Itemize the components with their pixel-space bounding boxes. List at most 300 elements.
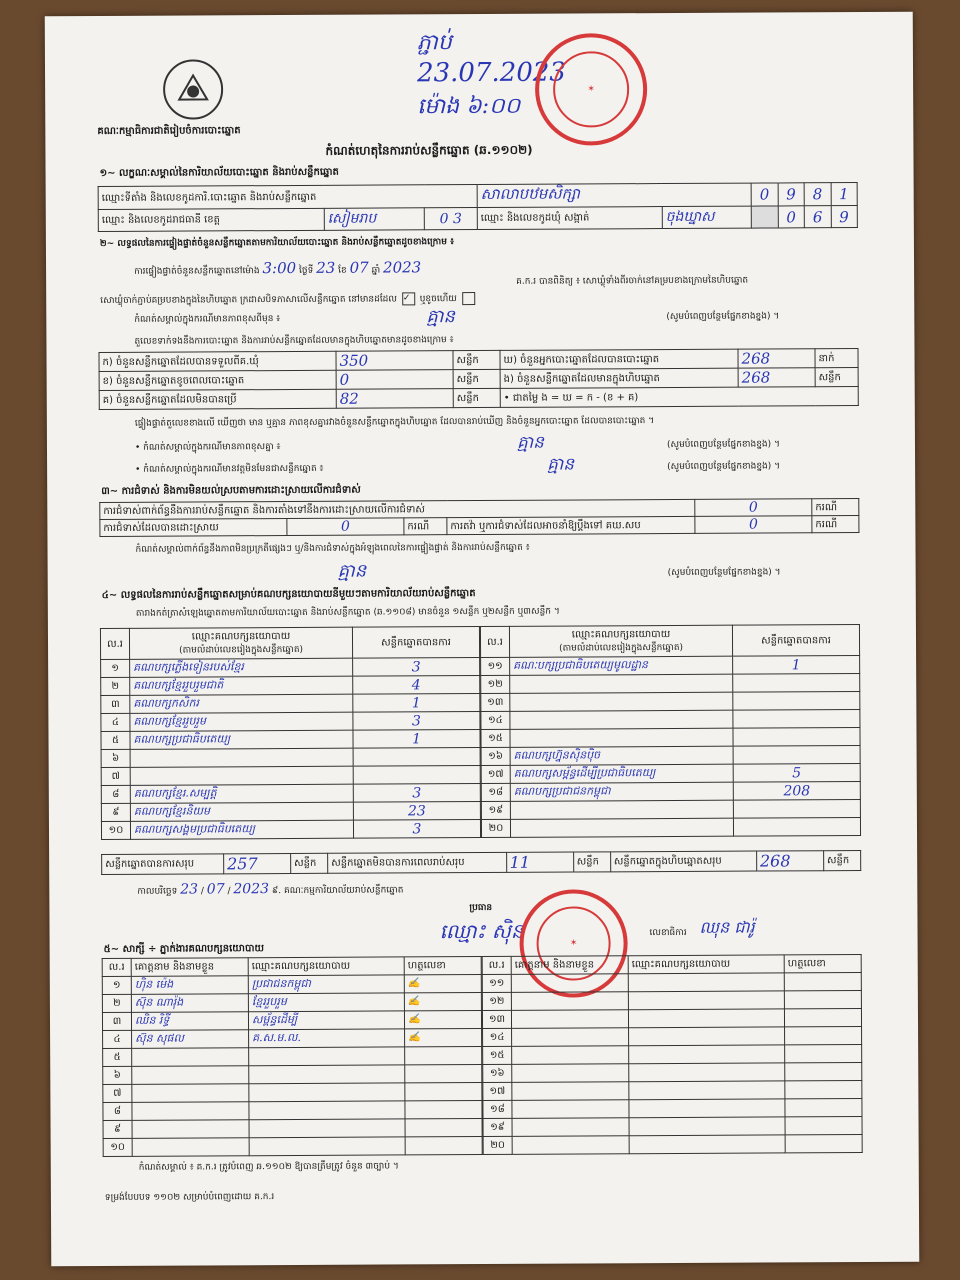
form-title: កំណត់ហេតុនៃការរាប់សន្លឹកឆ្នោត (ឆ.១១០២) (325, 142, 533, 158)
row-number: ១ (101, 659, 130, 677)
witness-left-body (102, 975, 482, 1157)
w-col-no: ល.រ (102, 958, 131, 976)
total-invalid-label: សន្លឹកឆ្នោតមិនបានការពេលរាប់សរុប (328, 852, 507, 873)
vote-count (353, 748, 480, 767)
table-row (483, 1117, 862, 1137)
row-c-label: គ) ចំនួនសន្លឹកឆ្នោតដែលមិនបានប្រើ (99, 389, 336, 409)
row-number: ១១ (481, 657, 510, 675)
row-number: ១៨ (483, 1100, 512, 1118)
party-name: គណបក្សខ្មែរ.សម្បត្តិ (130, 784, 353, 803)
row-number: ១៣ (481, 693, 510, 711)
table-row (483, 1027, 862, 1047)
row-number: ៤ (103, 1030, 132, 1048)
party-name: គណៈបក្សប្រជាធិបតេយ្យមូលដ្ឋាន (510, 656, 733, 675)
section2-line2 (100, 292, 477, 308)
date-line: កាលបរិច្ឆេទ 23 / 07 / 2023 ៩. គណៈកម្មការិយាល័យរាប់សន្លឹកឆ្នោត (137, 881, 404, 898)
note2-label: • កំណត់សម្គាល់ក្នុងករណីមានភាពខុសគ្នា ៖ (134, 442, 281, 453)
vote-count: 23 (353, 802, 480, 821)
official-seal-top: ✶ (535, 33, 648, 146)
total-invalid-unit: សន្លឹក (573, 852, 610, 872)
row2-code: 0 3 (424, 208, 477, 230)
fill-more-4: (សូមបំពេញបន្ថែមផ្នែកខាងខ្នង) ។ (667, 567, 781, 579)
row-number: ៣ (102, 1012, 131, 1030)
s3-note-label: កំណត់សម្គាល់ពាក់ព័ន្ធនឹងភាពមិនប្រក្រតីផ្សេងៗ ឬ/និងការជំទាស់ក្នុងអំឡុងពេលនៃការផ្ទៀងផ្ទាត់ និងការរាប់សន្លឹកឆ្នោត ៖ (135, 542, 530, 555)
table-row (103, 1119, 482, 1139)
table-row (481, 710, 860, 730)
row-e-unit: សន្លឹក (815, 368, 858, 387)
time-value: 3:00 (262, 258, 297, 278)
witness-signature: ✍ (405, 1029, 482, 1047)
row-number: ១៣ (482, 1010, 511, 1028)
month-value: 07 (349, 258, 369, 277)
day-label: ថ្ងៃទី (298, 265, 314, 276)
col-no-right: ល.រ (480, 626, 509, 657)
witness-party (629, 1063, 785, 1082)
table-row (101, 694, 480, 714)
row-a-unit: សន្លឹក (453, 350, 500, 369)
table-row (481, 800, 860, 820)
row-c-unit: សន្លឹក (453, 388, 500, 407)
row-number: ១២ (481, 675, 510, 693)
note3-label: • កំណត់សម្គាល់ក្នុងករណីមានវត្តមិនមែនជាសន្លឹកឆ្នោត ៖ (135, 463, 324, 475)
fill-more-3: (សូមបំពេញបន្ថែមផ្នែកខាងខ្នង) ។ (667, 461, 781, 473)
party-name: គណបក្សភ្លើងទៀនរបស់ខ្មែរ (130, 658, 353, 677)
row-number: ៨ (103, 1102, 132, 1120)
w-col-no-r: ល.រ (482, 956, 511, 974)
row-number: ១៥ (483, 1046, 512, 1064)
table-row (103, 1029, 482, 1049)
party-name: គណបក្សខ្មែរនិយម (130, 802, 353, 821)
w-col-party: ឈ្មោះគណបក្សនយោបាយ (248, 957, 404, 976)
date-year: 2023 (233, 881, 270, 898)
party-name (510, 818, 733, 837)
row-number: ៧ (103, 1084, 132, 1102)
witness-signature (405, 1047, 482, 1065)
witness-signature (405, 1101, 482, 1119)
witness-party (249, 1083, 405, 1102)
note2-value: គ្មាន (516, 432, 545, 453)
note-label: កំណត់សម្គាល់ក្នុងករណីមានភាពខុសពីមុន ៖ (134, 314, 281, 325)
witness-name (132, 1120, 249, 1139)
s3-row2b-unit: ករណី (812, 516, 859, 533)
fill-more-2: (សូមបំពេញបន្ថែមផ្នែកខាងខ្នង) ។ (666, 439, 780, 451)
vote-count (733, 710, 860, 729)
row-number: ២០ (481, 819, 510, 837)
table-row (101, 658, 480, 678)
witness-name (512, 1082, 629, 1101)
vote-count: 3 (353, 712, 480, 731)
official-seal-bottom: ✶ (519, 889, 628, 998)
row-number: ១៩ (481, 801, 510, 819)
witness-name: ស៊ុន សុផល (132, 1030, 249, 1049)
vote-count: 208 (733, 782, 860, 801)
row-d-value: 268 (738, 349, 815, 368)
commune-code-blank (751, 206, 778, 228)
table-row (481, 764, 860, 784)
witness-name (511, 992, 628, 1011)
vote-count (733, 800, 860, 819)
witness-name (132, 1084, 249, 1103)
table-row (481, 746, 860, 766)
party-name (510, 674, 733, 693)
witness-right-body (482, 973, 862, 1155)
row-number: ១២ (482, 992, 511, 1010)
total-valid-label: សន្លឹកឆ្នោតបានការសរុប (102, 854, 224, 875)
total-valid-unit: សន្លឹក (291, 853, 328, 873)
handwritten-time: ម៉ោង ៦:០០ (417, 93, 521, 120)
vote-count (733, 818, 860, 837)
row-number: ១០ (103, 1138, 132, 1156)
check-line: ផ្ទៀងផ្ទាត់តួលេខខាងលើ ឃើញថា មាន ឬគ្មាន ភាពខុសគ្នារវាងចំនួនសន្លឹកឆ្នោតក្នុងហិបឆ្នោត ដែលបានរាប់ឃើញ និងចំនួនអ្នកបោះឆ្នោត ដែលបានបោះឆ្នោត ។ (134, 416, 655, 429)
table-row (483, 1063, 862, 1083)
witness-signature: ✍ (404, 1011, 481, 1029)
w-col-name-r: គោត្តនាម និងនាមខ្លួន (511, 956, 628, 975)
witness-party: គ.ស.ម.ល. (249, 1029, 405, 1048)
witness-name: ហ៊ិន ម៉េង (131, 976, 248, 995)
table-row (482, 1009, 861, 1029)
total-box-label: សន្លឹកឆ្នោតក្នុងហិបឆ្នោតសរុប (610, 851, 756, 872)
votes-table-left (100, 626, 481, 840)
row-number: ១៨ (481, 783, 510, 801)
witness-party: សម្ព័ន្ធដើម្បី (248, 1011, 404, 1030)
commune-label: ឈ្មោះ និងលេខកូដឃុំ សង្កាត់ (477, 207, 662, 230)
document-sheet (45, 12, 920, 1267)
w-col-sign-r: ហត្ថលេខា (784, 955, 861, 973)
row-number: ១៧ (481, 765, 510, 783)
witness-party (629, 1027, 785, 1046)
witness-signature (784, 973, 861, 991)
footer-form-id: ទម្រង់បែបបទ ១១០២ សម្រាប់បំពេញដោយ គ.ក.រ (104, 1192, 275, 1203)
footer-note: កំណត់សម្គាល់ ៖ គ.ក.រ ត្រូវបំពេញ ឆ.១១០២ ឱ្យបានត្រឹមត្រូវ ចំនួន ៣ច្បាប់ ។ (138, 1161, 399, 1173)
s3-row1-unit: ករណី (812, 499, 859, 516)
row-number: ១៤ (483, 1028, 512, 1046)
formula: • ជាតម្លៃ ង = ឃ = ក - (ខ + គ) (500, 387, 858, 408)
section1-title: ១~ លក្ខណៈសម្គាល់នៃការិយាល័យបោះឆ្នោត និងរាប់សន្លឹកឆ្នោត (99, 166, 339, 179)
witness-name (132, 1066, 249, 1085)
witness-name: ស៊ុន ណារ៉ុង (131, 994, 248, 1013)
witness-table-left (102, 956, 483, 1157)
vote-count (733, 746, 860, 765)
table-row (101, 730, 480, 750)
party-name: គណបក្សសម្ព័ន្ធដើម្បីប្រជាធិបតេយ្យ (510, 764, 733, 783)
party-name (130, 766, 353, 785)
witness-party (249, 1137, 405, 1156)
vote-count: 4 (353, 676, 480, 695)
table-row (481, 674, 860, 694)
commune-code-1: 0 (778, 206, 805, 228)
witness-party (628, 991, 784, 1010)
s3-row2-value: 0 (287, 518, 404, 536)
section4-title: ៤~ លទ្ធផលនៃការរាប់សន្លឹកឆ្នោតសម្រាប់គណបក្សនយោបាយនីមួយៗតាមការិយាល័យរាប់សន្លឹកឆ្នោត (101, 588, 476, 601)
intro-table: តួលេខទាក់ទងនឹងការបោះឆ្នោត និងការរាប់សន្លឹកឆ្នោតដែលមានក្នុងហិបឆ្នោតមានដូចខាងក្រោម ៖ (134, 335, 454, 347)
section2-table (98, 348, 858, 410)
row-number: ១៦ (481, 747, 510, 765)
table-row (103, 1065, 482, 1085)
chair-label: ប្រធាន (469, 902, 493, 914)
party-name (130, 748, 353, 767)
witness-name: ឈិន រិទ្ធី (131, 1012, 248, 1031)
secretary-label: លេខាធិការ (649, 927, 687, 939)
votes-left-body (101, 658, 481, 840)
date-month: 07 (206, 881, 225, 898)
row-b-value: 0 (336, 370, 453, 390)
row-number: ៦ (101, 749, 130, 767)
handwritten-date: 23.07.2023 (416, 57, 566, 89)
witness-signature (405, 1137, 482, 1155)
table-row (101, 766, 480, 786)
witness-party: ប្រជាជនកម្ពុជា (248, 975, 404, 994)
s3-row2b-label: ការតវ៉ា ឬការជំទាស់ដែលអាចនាំឱ្យប្តឹងទៅ គឃ.សប (447, 516, 695, 534)
witness-party: ខ្មែររួបរួម (248, 993, 404, 1012)
party-name (510, 728, 733, 747)
witness-signature (405, 1065, 482, 1083)
witness-signature: ✍ (404, 993, 481, 1011)
witness-name (512, 1100, 629, 1119)
vote-count: 1 (353, 694, 480, 713)
witness-party (628, 973, 784, 992)
witness-signature (405, 1119, 482, 1137)
table-row (101, 712, 480, 732)
table-row (483, 1045, 862, 1065)
witness-name (512, 1136, 629, 1155)
witness-name (132, 1048, 249, 1067)
row1-label: ឈ្មោះទីតាំង និងលេខកូដការិ.បោះឆ្នោត និងរាប់សន្លឹកឆ្នោត (98, 185, 477, 210)
vote-count: 1 (733, 656, 860, 675)
row-e-label: ង) ចំនួនសន្លឹកឆ្នោតដែលមានក្នុងហិបឆ្នោត (500, 368, 738, 388)
vote-count: 3 (353, 784, 480, 803)
row-number: ៥ (103, 1048, 132, 1066)
w-col-name: គោត្តនាម និងនាមខ្លួន (131, 958, 248, 977)
witness-signature (785, 1027, 862, 1045)
witness-party (249, 1047, 405, 1066)
vote-count: 3 (353, 820, 480, 839)
witness-name (132, 1138, 249, 1157)
row-d-unit: នាក់ (815, 349, 858, 368)
fill-more-1: (សូមបំពេញបន្ថែមផ្នែកខាងខ្នង) ។ (666, 311, 780, 323)
col-party (129, 627, 352, 659)
row-number: ២០ (483, 1136, 512, 1154)
table-row (482, 991, 861, 1011)
row-number: ៥ (101, 731, 130, 749)
witness-party (249, 1065, 405, 1084)
table-row (103, 1137, 482, 1157)
handwritten-note: ភ្ជាប់ (416, 30, 452, 56)
line1-tail: គ.ក.រ បានពិនិត្យ ៖ សោឃ្លុំទាំងពីរចាក់នៅគម្របខាងក្រោមនៃហិបឆ្នោត (516, 275, 749, 287)
witness-signature (784, 991, 861, 1009)
nec-logo-icon (163, 59, 223, 119)
total-box: 268 (756, 851, 823, 871)
day-value: 23 (316, 258, 336, 277)
row-number: ១១ (482, 974, 511, 992)
intact-checkbox[interactable]: ✓ (402, 292, 415, 305)
s3-row2b-value: 0 (695, 516, 812, 534)
total-invalid: 11 (506, 852, 573, 872)
s3-row1-label: ការជំទាស់ពាក់ព័ន្ធនឹងការរាប់សន្លឹកឆ្នោត និងការតាំងទៅនឹងការដោះស្រាយលើការជំទាស់ (100, 499, 695, 519)
witness-name (512, 1028, 629, 1047)
table-row (103, 1101, 482, 1121)
party-name: គណបក្សប្រជាធិបតេយ្យ (130, 730, 353, 749)
witness-signature (785, 1081, 862, 1099)
witness-table-right (482, 954, 863, 1155)
row-number: ២ (101, 677, 130, 695)
witness-name (512, 1064, 629, 1083)
table-row (102, 993, 481, 1013)
col-party-right-label: ឈ្មោះគណបក្សនយោបាយ (571, 629, 671, 641)
vote-count (353, 766, 480, 785)
witness-name (512, 1118, 629, 1137)
row-number: ១ (102, 976, 131, 994)
witness-party (629, 1135, 785, 1154)
col-party-right-sub: (តាមលំដាប់លេខរៀងក្នុងសន្លឹកឆ្នោត) (559, 642, 684, 654)
row1-code-3: 8 (804, 183, 831, 206)
section3-title: ៣~ ការជំទាស់ និងការមិនយល់ស្របតាមការដោះស្រាយលើការជំទាស់ (101, 484, 361, 497)
row-number: ២ (102, 994, 131, 1012)
col-no: ល.រ (100, 628, 129, 659)
secretary-value: ឈុន ជារ៉ូ (699, 917, 755, 937)
witness-name (511, 974, 628, 993)
table-row (483, 1081, 862, 1101)
row-number: ៣ (101, 695, 130, 713)
witness-signature: ✍ (404, 975, 481, 993)
table-row (483, 1135, 862, 1155)
month-label: ខែ (338, 265, 347, 276)
s3-note-value: គ្មាន (337, 560, 367, 582)
row-number: ៤ (101, 713, 130, 731)
date-label: កាលបរិច្ឆេទ (137, 886, 178, 897)
row-number: ៩ (103, 1120, 132, 1138)
section1-table (98, 182, 858, 232)
party-name: គណបក្សកសិករ (130, 694, 353, 713)
table-row (101, 676, 480, 696)
table-row (102, 975, 481, 995)
date-day: 23 (180, 881, 199, 898)
row-number: ១៦ (483, 1064, 512, 1082)
party-name: គណបក្សសង្គមប្រជាធិបតេយ្យ (130, 820, 353, 839)
table-row (481, 728, 860, 748)
witness-party (628, 1009, 784, 1028)
vote-count (733, 692, 860, 711)
year-value: 2023 (382, 258, 422, 277)
row1-code-1: 0 (751, 183, 778, 206)
table-row (483, 1099, 862, 1119)
row1-value: សាលាបឋមសិក្សា (477, 183, 751, 207)
commune-value: ចុងឃ្នាស (662, 206, 751, 228)
commune-code-3: 9 (831, 206, 858, 228)
row-number: ៩ (101, 803, 130, 821)
witness-signature (785, 1135, 862, 1153)
party-name: គណបក្សហ្វ៊ុនស៊ិនប៉ិច (510, 746, 733, 765)
s4-intro: តារាងកត់ត្រាសំឡេងឆ្នោតតាមការិយាល័យបោះឆ្នោត និងរាប់សន្លឹកឆ្នោត (ឆ.១១០៨) មានចំនួន ១សន្លឹក ឬ២សន្លឹក ឬ៣សន្លឹក ។ (135, 606, 560, 619)
row-number: ៨ (101, 785, 130, 803)
w-col-party-r: ឈ្មោះគណបក្សនយោបាយ (628, 955, 784, 974)
section5-title: ៥~ សាក្សី ÷ ភ្នាក់ងារគណបក្សនយោបាយ (103, 943, 265, 955)
line2-text: សោឃ្លុំចាក់ភ្ជាប់គម្របខាងក្នុងនៃហិបឆ្នោត ក្រដាសបិទភាសាលើសន្លឹកឆ្នោត នៅមានដដែល (100, 294, 397, 306)
year-label: ឆ្នាំ (371, 265, 381, 276)
note-value: គ្មាន (426, 306, 455, 328)
witness-signature (785, 1063, 862, 1081)
row2-label: ឈ្មោះ និងលេខកូដរាជធានី ខេត្ត (98, 208, 324, 231)
votes-right-body (481, 656, 861, 838)
witness-party (249, 1119, 405, 1138)
table-row (482, 973, 861, 993)
party-name: គណបក្សខ្មែររួបរួមជាតិ (130, 676, 353, 695)
col-party-label: ឈ្មោះគណបក្សនយោបាយ (191, 631, 291, 643)
votes-table-right (480, 624, 861, 838)
witness-party (629, 1117, 785, 1136)
witness-party (629, 1081, 785, 1100)
witness-signature (405, 1083, 482, 1101)
vote-count: 1 (353, 730, 480, 749)
witness-name (511, 1010, 628, 1029)
party-name (510, 710, 733, 729)
table-row (101, 820, 480, 840)
vote-count: 3 (353, 658, 480, 677)
row-number: ១០ (101, 821, 130, 839)
note3-value: គ្មាន (547, 454, 575, 475)
line1-label: ការផ្ទៀងផ្ទាត់ចំនួនសន្លឹកឆ្នោតនៅម៉ោង (134, 266, 260, 277)
s3-row1-value: 0 (695, 499, 812, 517)
section2-title: ២~ លទ្ធផលនៃការផ្ទៀងផ្ទាត់ចំនួនសន្លឹកឆ្នោតតាមការិយាល័យបោះឆ្នោត និងរាប់សន្លឹកឆ្នោតដូចខាងក្រោម ៖ (99, 237, 455, 249)
row1-code-2: 9 (778, 183, 805, 206)
witness-signature (785, 1117, 862, 1135)
row1-code-4: 1 (831, 183, 858, 206)
table-row (481, 656, 860, 676)
table-row (101, 784, 480, 804)
s3-row2-unit: ករណី (404, 518, 447, 535)
row-a-label: ក) ចំនួនសន្លឹកឆ្នោតដែលបានទទួលពីគ.ឃុំ (99, 351, 336, 371)
row-a-value: 350 (336, 351, 453, 371)
party-name: គណបក្សខ្មែររួបរួម (130, 712, 353, 731)
total-valid: 257 (224, 854, 291, 874)
totals-row (101, 850, 861, 875)
witness-party (629, 1045, 785, 1064)
vote-count: 5 (733, 764, 860, 783)
row2-value: សៀមរាប (324, 208, 424, 231)
table-row (102, 1011, 481, 1031)
table-row (481, 782, 860, 802)
witness-name (512, 1046, 629, 1065)
party-name (510, 800, 733, 819)
date-tail: ៩. គណៈកម្មការិយាល័យរាប់សន្លឹកឆ្នោត (271, 885, 404, 897)
row-e-value: 268 (738, 368, 815, 387)
vote-count (733, 674, 860, 693)
party-name: គណបក្សប្រជាជនកម្ពុជា (510, 782, 733, 801)
total-box-unit: សន្លឹក (823, 851, 860, 871)
table-row (101, 802, 480, 822)
witness-signature (785, 1099, 862, 1117)
row-number: ១៧ (483, 1082, 512, 1100)
col-party-sub: (តាមលំដាប់លេខរៀងក្នុងសន្លឹកឆ្នោត) (179, 644, 304, 656)
row-number: ៦ (103, 1066, 132, 1084)
row-b-unit: សន្លឹក (453, 369, 500, 388)
broken-checkbox[interactable] (462, 292, 475, 305)
section3-table (99, 498, 859, 537)
broken-label: ឬខូចហើយ (419, 294, 457, 305)
org-name: គណៈកម្មាធិការជាតិរៀបចំការបោះឆ្នោត (97, 125, 241, 138)
row-b-label: ខ) ចំនួនសន្លឹកឆ្នោតខូចពេលបោះឆ្នោត (99, 370, 336, 390)
row-number: ៧ (101, 767, 130, 785)
commune-code-2: 6 (804, 206, 831, 228)
col-votes-right: សន្លឹកឆ្នោតបានការ (732, 625, 859, 657)
table-row (481, 818, 860, 838)
s3-row2-label: ការជំទាស់ដែលបានដោះស្រាយ (100, 519, 287, 537)
row-number: ១៥ (481, 729, 510, 747)
row-c-value: 82 (336, 389, 453, 409)
witness-party (629, 1099, 785, 1118)
col-votes: សន្លឹកឆ្នោតបានការ (352, 627, 479, 659)
table-row (101, 748, 480, 768)
row-number: ១៩ (483, 1118, 512, 1136)
